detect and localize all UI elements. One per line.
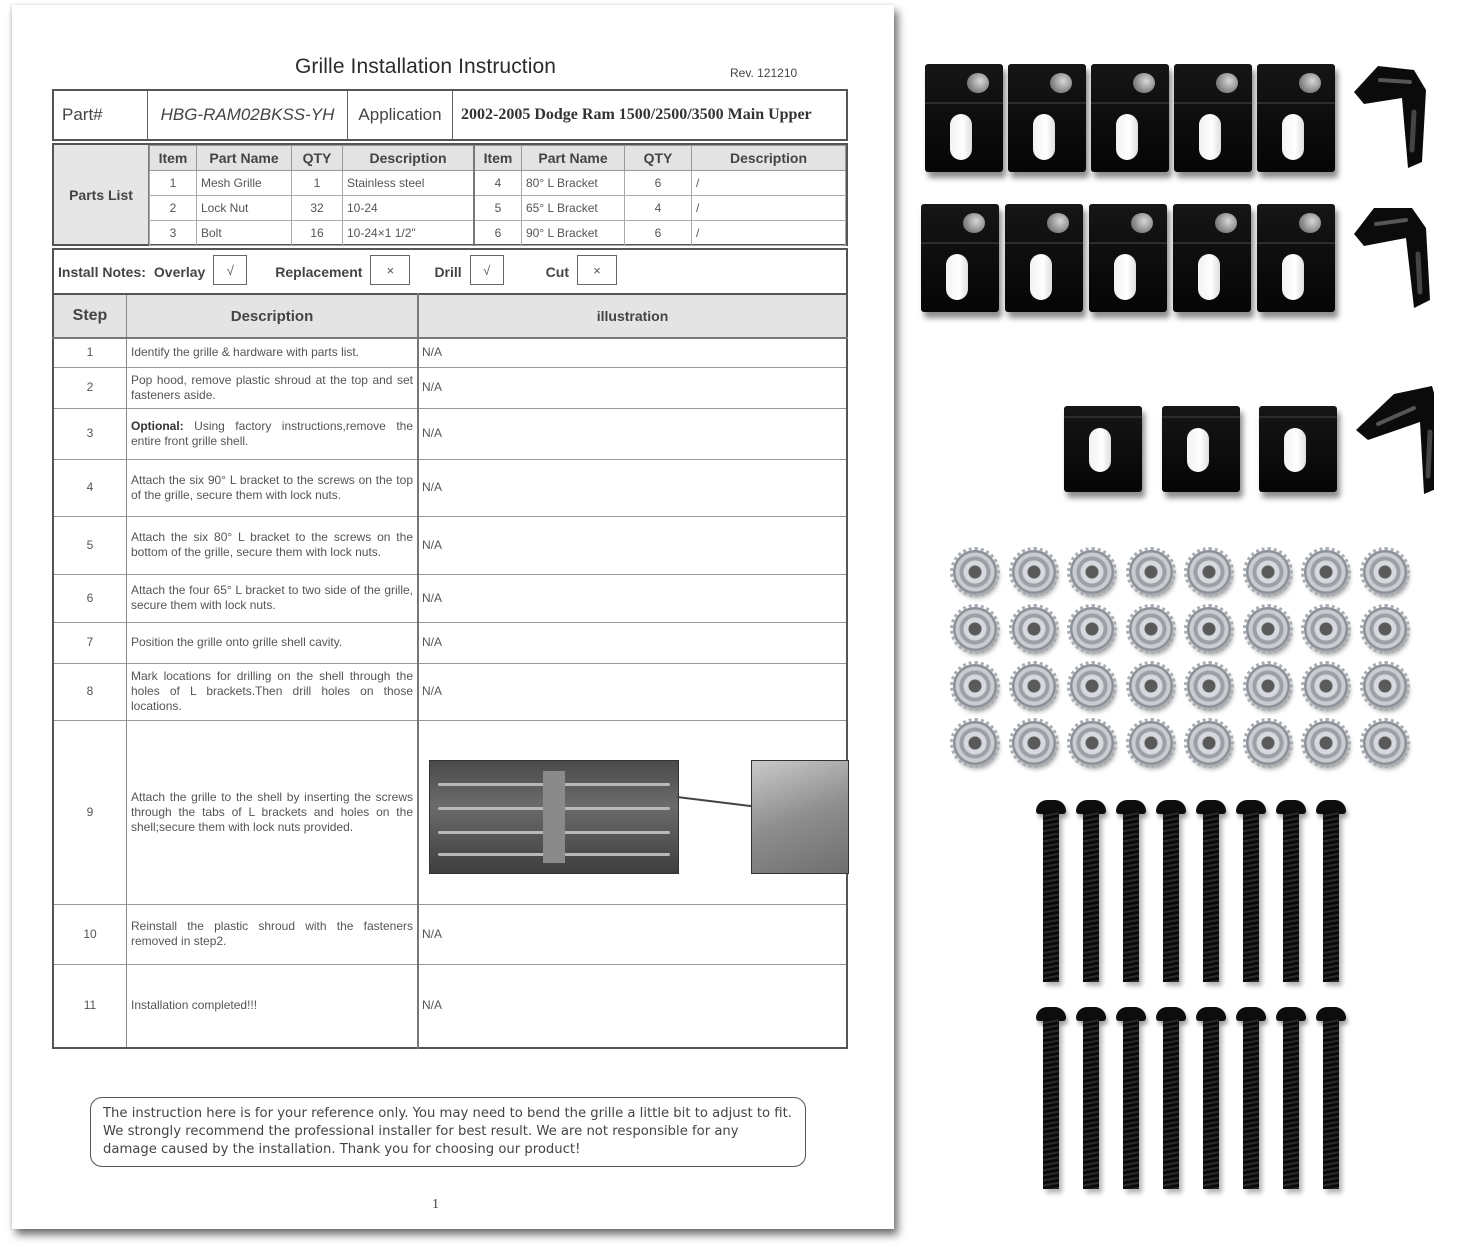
bolt-icon [1116,1007,1146,1192]
bolt-icon [1236,1007,1266,1192]
angled-bracket-icon [1350,202,1430,312]
parts-list-label: Parts List [54,145,149,244]
bolt-icon [1036,1007,1066,1192]
lock-nut-icon [1363,664,1407,708]
lock-nut-icon [1304,721,1348,765]
bracket-icon [1091,64,1169,172]
part-description: / [692,196,846,221]
step-row [53,622,847,663]
lock-nut-icon [1012,607,1056,651]
lock-nut-icon [1070,550,1114,594]
part-name: Bolt [197,221,292,246]
note-label: Cut [545,264,569,280]
application-label: Application [348,91,453,139]
col-item: Item [474,146,522,171]
bracket-icon [1064,406,1142,492]
lock-nut-icon [1363,550,1407,594]
bolt-icon [1036,800,1066,985]
lock-nut-icon [1129,664,1173,708]
step-illustration: N/A [418,904,847,964]
bracket-icon [921,204,999,312]
lock-nut-icon [953,607,997,651]
parts-row [150,196,846,221]
step-description [127,904,419,964]
note-label: Replacement [275,264,363,280]
item-number: 4 [474,171,522,196]
step-row [53,516,847,574]
note-label: Overlay [153,264,206,280]
item-number: 5 [474,196,522,221]
bolt-icon [1156,800,1186,985]
bracket-icon [1008,64,1086,172]
lock-nut-icon [1187,721,1231,765]
bracket-icon [1173,204,1251,312]
step-description [127,622,419,663]
col-illustration: illustration [418,294,847,338]
steps-table [52,293,848,1049]
step-row [53,720,847,904]
install-notes [52,248,848,294]
step-description [127,367,419,408]
col-description: Description [127,294,419,338]
step-illustration: N/A [418,574,847,622]
col-step: Step [53,294,127,338]
lock-nut-icon [953,664,997,708]
bracket-icon [1162,406,1240,492]
step-illustration: N/A [418,459,847,516]
angled-bracket-icon [1350,62,1430,172]
part-qty: 4 [625,196,692,221]
step-description [127,964,419,1048]
part-description: / [692,221,846,246]
step-illustration [418,720,847,904]
parts-row [150,221,846,246]
part-name: 90° L Bracket [522,221,625,246]
bracket-icon [1005,204,1083,312]
bolt-icon [1236,800,1266,985]
bolt-icon [1196,1007,1226,1192]
step-number: 1 [53,338,127,367]
bolt-icon [1156,1007,1186,1192]
step-row [53,408,847,459]
step-row [53,367,847,408]
step-text: Attach the six 80° L bracket to the screws on the bottom of the grille, secure them with lock nuts. [131,530,413,559]
bolt-icon [1196,800,1226,985]
check-mark-icon: √ [213,255,247,285]
step-illustration: N/A [418,408,847,459]
lock-nut-icon [1070,607,1114,651]
lock-nut-icon [1304,550,1348,594]
note-overlay [154,257,247,287]
step-text: Attach the six 90° L bracket to the screws on the top of the grille, secure them with lock nuts. [131,472,413,502]
col-description: Description [692,146,846,171]
item-number: 2 [150,196,197,221]
bolt-icon [1276,1007,1306,1192]
check-mark-icon: √ [470,255,504,285]
step-illustration: N/A [418,516,847,574]
col-part-name: Part Name [197,146,292,171]
bracket-icon [1257,204,1335,312]
part-number: HBG-RAM02BKSS-YH [148,91,348,139]
step-illustration: N/A [418,663,847,720]
bolt-icon [1276,800,1306,985]
part-qty: 32 [292,196,343,221]
step-number: 9 [53,720,127,904]
application-value: 2002-2005 Dodge Ram 1500/2500/3500 Main Upper [461,106,812,123]
bolt-icon [1076,800,1106,985]
lock-nut-icon [1246,607,1290,651]
lock-nut-icon [1187,550,1231,594]
step-text: Position the grille onto grille shell cavity. [131,635,343,649]
part-qty: 16 [292,221,343,246]
bolt-icon [1116,800,1146,985]
lock-nut-icon [1246,721,1290,765]
step-text: Installation completed!!! [131,998,258,1013]
step-number: 7 [53,622,127,663]
part-qty: 6 [625,221,692,246]
lock-nut-icon [1304,664,1348,708]
item-number: 1 [150,171,197,196]
part-qty: 1 [292,171,343,196]
step-description [127,663,419,720]
disclaimer-box: The instruction here is for your reference only. You may need to bend the grille a little bit to adjust to fit. We strongly recommend the professional installer for best result. We are not responsible for any damage caused by the installation. Thank you for choosing our product! [90,1097,806,1167]
step-row [53,964,847,1048]
step-illustration: N/A [418,622,847,663]
bracket-detail-photo [751,760,849,874]
parts-list [52,143,848,246]
parts-table [149,145,846,246]
step-description [127,408,419,459]
step-text: Identify the grille & hardware with parts list. [131,345,360,360]
step-description [127,459,419,516]
lock-nut-icon [1187,664,1231,708]
lock-nut-icon [1246,664,1290,708]
bolt-icon [1316,800,1346,985]
bracket-icon [1089,204,1167,312]
lock-nut-icon [1129,607,1173,651]
part-description: 10-24 [343,196,475,221]
bracket-icon [1174,64,1252,172]
lock-nut-icon [1012,721,1056,765]
lock-nut-icon [1304,607,1348,651]
part-name: Mesh Grille [197,171,292,196]
optional-label: Optional: [131,418,184,433]
note-replacement [275,257,410,287]
step-text: Using factory instructions,remove the entire front grille shell. [131,418,413,448]
step-illustration: N/A [418,338,847,367]
lock-nut-icon [1012,664,1056,708]
document-title: Grille Installation Instruction [295,55,557,78]
step-number: 6 [53,574,127,622]
item-number: 3 [150,221,197,246]
col-item: Item [150,146,197,171]
note-label: Drill [434,264,462,280]
step-row [53,904,847,964]
step-row [53,663,847,720]
lock-nut-icon [1129,550,1173,594]
step-description [127,338,419,367]
step-row [53,574,847,622]
grille-installation-photo [419,722,846,902]
step-number: 11 [53,964,127,1048]
step-illustration: N/A [418,964,847,1048]
step-row [53,338,847,367]
parts-row [150,171,846,196]
part-description: / [692,171,846,196]
col-qty: QTY [292,146,343,171]
bolt-icon [1316,1007,1346,1192]
revision-label: Rev. 121210 [730,66,798,80]
lock-nut-icon [1187,607,1231,651]
step-number: 8 [53,663,127,720]
col-description: Description [343,146,475,171]
part-header [52,89,848,141]
part-name: 65° L Bracket [522,196,625,221]
step-text: Reinstall the plastic shroud with the fasteners removed in step2. [131,919,413,948]
part-qty: 6 [625,171,692,196]
lock-nut-icon [1070,721,1114,765]
bracket-icon [925,64,1003,172]
angled-bracket-icon [1354,384,1434,494]
step-number: 3 [53,408,127,459]
item-number: 6 [474,221,522,246]
step-text: Mark locations for drilling on the shell through the holes of L brackets.Then drill holes on those locations. [131,669,413,713]
step-number: 5 [53,516,127,574]
part-description: 10-24×1 1/2" [343,221,475,246]
bracket-icon [1257,64,1335,172]
step-illustration: N/A [418,367,847,408]
lock-nut-icon [1129,721,1173,765]
part-label: Part# [54,91,148,139]
step-number: 4 [53,459,127,516]
step-description [127,720,419,904]
cross-mark-icon: × [577,255,617,285]
callout-line [677,796,757,808]
step-number: 10 [53,904,127,964]
lock-nut-icon [1012,550,1056,594]
col-part-name: Part Name [522,146,625,171]
part-name: Lock Nut [197,196,292,221]
step-text: Attach the grille to the shell by inserting the screws through the tabs of L brackets and holes on the shell;secure them with lock nuts provided. [131,789,413,834]
install-notes-label: Install Notes: [58,264,146,280]
page-number: 1 [432,1197,439,1212]
lock-nut-icon [1070,664,1114,708]
step-row [53,459,847,516]
step-description [127,574,419,622]
lock-nut-icon [953,721,997,765]
lock-nut-icon [1363,607,1407,651]
step-number: 2 [53,367,127,408]
note-drill [434,257,503,287]
col-qty: QTY [625,146,692,171]
note-cut [546,257,617,287]
part-name: 80° L Bracket [522,171,625,196]
lock-nut-icon [953,550,997,594]
lock-nut-icon [1246,550,1290,594]
bracket-icon [1259,406,1337,492]
lock-nut-icon [1363,721,1407,765]
cross-mark-icon: × [370,255,410,285]
part-description: Stainless steel [343,171,475,196]
step-text: Pop hood, remove plastic shroud at the top and set fasteners aside. [131,372,413,402]
bolt-icon [1076,1007,1106,1192]
grille-photo [429,760,679,874]
step-text: Attach the four 65° L bracket to two side of the grille, secure them with lock nuts. [131,583,413,612]
step-description [127,516,419,574]
